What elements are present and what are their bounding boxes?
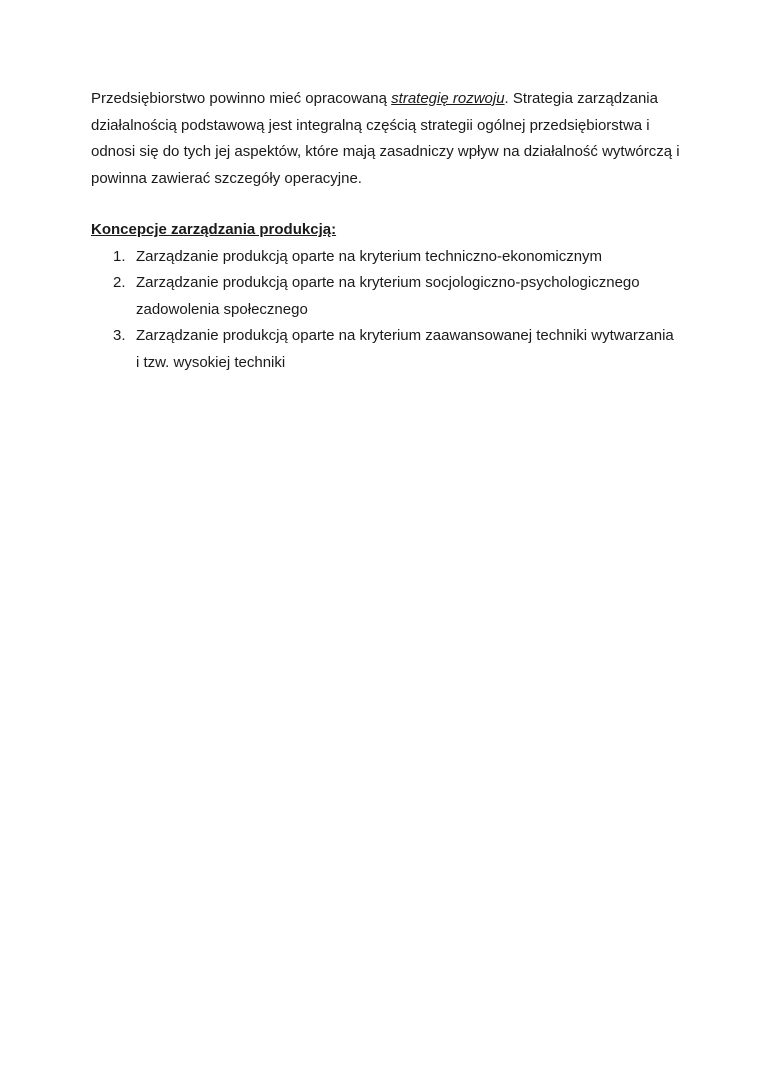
list-item-number: 1.	[113, 247, 126, 265]
concepts-list	[91, 244, 681, 377]
list-item-text: Zarządzanie produkcją oparte na kryterium techniczno-ekonomicznym	[136, 247, 603, 265]
list-item	[91, 244, 681, 271]
list-item-text: Zarządzanie produkcją oparte na kryterium socjologiczno-psychologicznego zadowolenia społecznego	[136, 274, 640, 318]
list-item	[91, 270, 681, 323]
intro-text-start: Przedsiębiorstwo powinno mieć opracowaną	[91, 90, 392, 107]
section-heading: Koncepcje zarządzania produkcją:	[91, 221, 337, 238]
intro-text-end: . Strategia zarządzania działalnością podstawową jest integralną częścią strategii ogólnej przedsiębiorstwa i odnosi się do tych jej aspektów, które mają zasadniczy wpływ na działalność wytwórczą i powinna zawierać szczegóły operacyjne.	[91, 90, 680, 187]
intro-paragraph	[91, 86, 681, 192]
list-item	[91, 323, 681, 376]
strategy-emphasis: strategię rozwoju	[391, 90, 505, 107]
list-item-number: 3.	[113, 327, 126, 344]
document-page	[91, 86, 681, 376]
list-item-text: Zarządzanie produkcją oparte na kryterium zaawansowanej techniki wytwarzania i tzw. wysokiej techniki	[136, 327, 674, 371]
list-item-number: 2.	[113, 274, 126, 291]
